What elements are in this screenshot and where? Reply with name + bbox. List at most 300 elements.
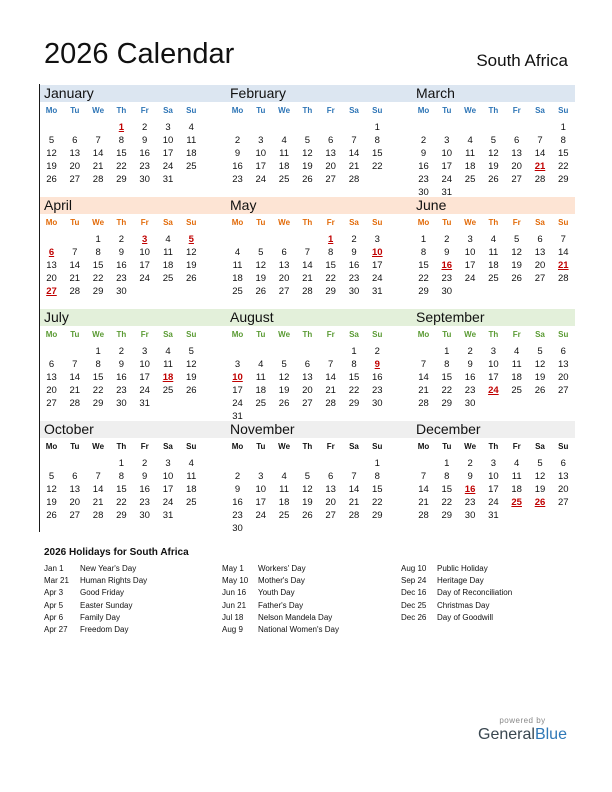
day-cell: 12 [186, 358, 197, 370]
day-cell: 1 [374, 458, 380, 469]
month-block [226, 196, 404, 308]
day-cell: 3 [374, 234, 380, 245]
weekday-label: We [464, 330, 477, 339]
day-cell: 23 [464, 496, 476, 508]
day-cell: 26 [488, 173, 499, 185]
day-cell: 9 [467, 470, 473, 482]
day-cell: 2 [234, 470, 241, 482]
day-cell: 11 [511, 470, 522, 482]
day-cell: 2 [420, 134, 427, 146]
weekday-label: Tu [442, 442, 452, 451]
holiday-date: Mar 21 [44, 576, 69, 586]
day-cell: 27 [69, 509, 81, 521]
day-cell: 14 [418, 371, 429, 383]
day-cell: 1 [560, 122, 566, 133]
holiday-day-cell: 5 [188, 234, 194, 245]
day-cell: 13 [46, 371, 57, 383]
day-cell: 6 [72, 134, 78, 146]
day-cell: 26 [534, 384, 546, 396]
month-block [40, 420, 218, 532]
weekday-label: Su [372, 330, 383, 339]
weekday-label: Tu [442, 106, 452, 115]
day-cell: 15 [372, 147, 383, 159]
day-cell: 4 [514, 458, 520, 469]
day-cell: 19 [302, 160, 313, 172]
holiday-day-cell: 24 [488, 384, 499, 396]
weekday-label: Fr [512, 330, 521, 339]
holiday-name: Day of Reconciliation [437, 588, 513, 598]
day-cell: 24 [255, 509, 267, 521]
month-block [412, 84, 590, 196]
day-cell: 7 [420, 470, 427, 482]
month-name: May [230, 197, 257, 213]
weekday-label: Tu [70, 442, 80, 451]
day-cell: 30 [372, 397, 383, 409]
brand-name [475, 726, 570, 744]
day-cell: 27 [534, 272, 546, 284]
day-cell: 18 [162, 259, 174, 271]
holiday-date: May 1 [222, 564, 244, 573]
weekday-label: Su [558, 218, 569, 227]
weekday-label: Fr [512, 218, 521, 227]
day-cell: 8 [95, 246, 101, 258]
day-cell: 1 [95, 234, 101, 245]
day-cell: 4 [258, 358, 264, 370]
calendar-quarter [39, 308, 575, 420]
weekday-label: We [92, 330, 105, 339]
day-cell: 12 [302, 483, 313, 495]
day-cell: 31 [372, 285, 383, 297]
day-cell: 9 [420, 147, 427, 159]
day-cell: 27 [511, 173, 522, 185]
holiday-date: Apr 6 [44, 612, 64, 622]
day-cell: 8 [328, 246, 334, 258]
day-cell: 11 [465, 147, 476, 159]
month-block [412, 308, 590, 420]
holiday-name: Family Day [80, 612, 121, 622]
day-cell: 24 [162, 160, 174, 172]
holiday-day-cell: 1 [118, 122, 125, 133]
weekday-label: Mo [45, 442, 58, 451]
holiday-date: May 10 [222, 576, 249, 586]
day-cell: 10 [441, 147, 453, 159]
day-cell: 1 [374, 122, 380, 133]
day-cell: 31 [139, 397, 150, 409]
weekday-label: Sa [163, 106, 173, 115]
holiday-date: Jan 1 [44, 564, 64, 573]
month-block [412, 420, 590, 532]
day-cell: 13 [278, 259, 290, 271]
weekday-label: Th [302, 330, 313, 339]
day-cell: 14 [534, 147, 546, 159]
weekday-label: Tu [256, 330, 266, 339]
weekday-label: Su [558, 442, 569, 451]
day-cell: 22 [325, 272, 336, 284]
day-cell: 26 [278, 397, 290, 409]
day-cell: 4 [234, 246, 241, 258]
day-cell: 28 [69, 397, 81, 409]
day-cell: 8 [95, 358, 101, 370]
day-cell: 21 [69, 272, 81, 284]
day-cell: 21 [348, 496, 360, 508]
holiday-day-cell: 10 [372, 246, 383, 258]
day-cell: 22 [418, 272, 429, 284]
month-name: August [230, 309, 274, 325]
day-cell: 28 [92, 509, 104, 521]
day-cell: 10 [162, 470, 174, 482]
weekday-label: Mo [417, 442, 430, 451]
holiday-day-cell: 9 [374, 358, 380, 370]
day-cell: 29 [116, 173, 127, 185]
day-cell: 7 [560, 234, 566, 245]
weekday-label: We [464, 218, 477, 227]
month-block [412, 196, 590, 308]
holiday-date: Jul 18 [222, 612, 244, 622]
day-cell: 18 [488, 259, 499, 271]
day-cell: 21 [348, 160, 360, 172]
weekday-label: We [278, 330, 291, 339]
day-cell: 7 [95, 134, 101, 146]
day-cell: 12 [511, 246, 522, 258]
day-cell: 9 [351, 246, 357, 258]
day-cell: 31 [488, 509, 499, 521]
holiday-day-cell: 3 [142, 234, 148, 245]
day-cell: 3 [165, 122, 171, 133]
holiday-date: Jun 21 [222, 600, 247, 610]
weekday-label: Sa [535, 442, 545, 451]
day-cell: 25 [278, 173, 290, 185]
day-cell: 16 [372, 371, 383, 383]
month-name: October [44, 421, 94, 437]
day-cell: 18 [278, 160, 290, 172]
weekday-label: Th [302, 218, 313, 227]
holiday-list [44, 547, 584, 634]
holiday-date: Apr 27 [44, 624, 68, 634]
weekday-label: We [92, 218, 105, 227]
day-cell: 4 [165, 234, 171, 245]
day-cell: 13 [325, 147, 336, 159]
day-cell: 30 [464, 509, 476, 521]
day-cell: 25 [162, 272, 174, 284]
day-cell: 2 [118, 234, 125, 245]
day-cell: 13 [69, 147, 81, 159]
weekday-label: Fr [140, 218, 149, 227]
day-cell: 19 [511, 259, 522, 271]
day-cell: 10 [139, 358, 150, 370]
day-cell: 25 [464, 173, 476, 185]
weekday-label: We [278, 442, 291, 451]
day-cell: 10 [488, 470, 499, 482]
weekday-label: Tu [70, 330, 80, 339]
holiday-day-cell: 27 [46, 285, 57, 297]
day-cell: 4 [281, 470, 287, 482]
holiday-date: Dec 25 [401, 600, 427, 610]
day-cell: 7 [351, 470, 357, 482]
holiday-name: Easter Sunday [80, 600, 133, 610]
day-cell: 26 [186, 272, 197, 284]
holiday-day-cell: 16 [464, 483, 476, 495]
day-cell: 17 [488, 371, 499, 383]
day-cell: 22 [441, 384, 453, 396]
day-cell: 9 [118, 246, 125, 258]
holiday-name: Day of Goodwill [437, 612, 494, 622]
day-cell: 28 [69, 285, 81, 297]
day-cell: 5 [48, 134, 55, 146]
day-cell: 12 [278, 371, 290, 383]
day-cell: 29 [558, 173, 569, 185]
day-cell: 6 [48, 358, 55, 370]
weekday-label: Mo [45, 106, 58, 115]
weekday-label: Tu [256, 218, 266, 227]
day-cell: 21 [418, 384, 429, 396]
weekday-label: Su [558, 106, 569, 115]
day-cell: 21 [69, 384, 81, 396]
brand-blue: Blue [534, 726, 567, 743]
weekday-label: Th [488, 330, 499, 339]
holiday-day-cell: 26 [534, 496, 546, 508]
holiday-date: Apr 3 [44, 588, 64, 598]
holiday-name: Human Rights Day [80, 576, 148, 586]
weekday-label: Th [116, 442, 127, 451]
holiday-name: Good Friday [80, 588, 125, 598]
day-cell: 7 [420, 358, 427, 370]
day-cell: 9 [118, 358, 125, 370]
day-cell: 13 [46, 259, 57, 271]
day-cell: 21 [92, 496, 104, 508]
day-cell: 16 [232, 160, 243, 172]
day-cell: 6 [328, 134, 334, 146]
day-cell: 11 [279, 147, 290, 159]
day-cell: 19 [534, 483, 546, 495]
weekday-label: Tu [442, 218, 452, 227]
day-cell: 27 [69, 173, 81, 185]
day-cell: 29 [92, 285, 104, 297]
day-cell: 28 [348, 509, 360, 521]
weekday-label: Tu [70, 218, 80, 227]
weekday-label: We [464, 106, 477, 115]
day-cell: 2 [351, 234, 357, 245]
day-cell: 21 [92, 160, 104, 172]
day-cell: 17 [372, 259, 383, 271]
day-cell: 24 [139, 384, 150, 396]
day-cell: 27 [278, 285, 290, 297]
day-cell: 6 [281, 246, 287, 258]
day-cell: 23 [232, 509, 243, 521]
month-block [226, 84, 404, 196]
holiday-day-cell: 6 [48, 246, 55, 258]
day-cell: 17 [441, 160, 453, 172]
day-cell: 31 [162, 509, 174, 521]
day-cell: 14 [348, 483, 360, 495]
day-cell: 29 [372, 509, 383, 521]
day-cell: 2 [234, 134, 241, 146]
weekday-label: Mo [417, 106, 430, 115]
day-cell: 8 [118, 134, 125, 146]
day-cell: 3 [444, 134, 450, 146]
day-cell: 29 [116, 509, 127, 521]
day-cell: 26 [46, 509, 57, 521]
day-cell: 30 [418, 186, 429, 198]
holiday-name: Youth Day [258, 588, 295, 598]
day-cell: 23 [372, 384, 383, 396]
day-cell: 19 [255, 272, 267, 284]
month-block [226, 420, 404, 532]
generalblue-logo [475, 716, 570, 744]
weekday-label: Mo [231, 106, 244, 115]
day-cell: 5 [304, 134, 311, 146]
day-cell: 10 [464, 246, 476, 258]
day-cell: 5 [537, 458, 543, 469]
weekday-label: Su [372, 442, 383, 451]
day-cell: 14 [69, 259, 81, 271]
day-cell: 9 [234, 483, 241, 495]
day-cell: 12 [534, 470, 546, 482]
day-cell: 17 [139, 371, 150, 383]
day-cell: 6 [328, 470, 334, 482]
day-cell: 27 [302, 397, 313, 409]
day-cell: 25 [186, 496, 197, 508]
weekday-label: Fr [140, 330, 149, 339]
day-cell: 9 [142, 134, 148, 146]
weekday-label: Fr [512, 106, 521, 115]
weekday-label: Sa [349, 442, 359, 451]
day-cell: 8 [374, 134, 380, 146]
day-cell: 17 [232, 384, 243, 396]
weekday-label: Tu [256, 106, 266, 115]
day-cell: 31 [441, 186, 453, 198]
day-cell: 14 [325, 371, 336, 383]
weekday-label: Th [488, 442, 499, 451]
day-cell: 2 [467, 346, 473, 357]
day-cell: 19 [46, 496, 57, 508]
day-cell: 12 [302, 147, 313, 159]
weekday-label: Tu [256, 442, 266, 451]
day-cell: 18 [278, 496, 290, 508]
day-cell: 4 [165, 346, 171, 357]
day-cell: 2 [118, 346, 125, 357]
holiday-name: Freedom Day [80, 624, 129, 634]
weekday-label: Th [302, 106, 313, 115]
day-cell: 11 [186, 470, 197, 482]
day-cell: 11 [279, 483, 290, 495]
powered-by-text: powered by [499, 716, 546, 725]
day-cell: 23 [441, 272, 453, 284]
month-block [226, 308, 404, 420]
day-cell: 28 [558, 272, 569, 284]
day-cell: 1 [444, 458, 450, 469]
holiday-date: Sep 24 [401, 576, 427, 586]
day-cell: 17 [255, 160, 267, 172]
weekday-label: Tu [70, 106, 80, 115]
day-cell: 24 [441, 173, 453, 185]
weekday-label: Mo [417, 330, 430, 339]
day-cell: 15 [441, 371, 453, 383]
day-cell: 1 [420, 234, 427, 245]
day-cell: 5 [48, 470, 55, 482]
day-cell: 11 [163, 246, 173, 258]
day-cell: 28 [418, 397, 429, 409]
day-cell: 15 [372, 483, 383, 495]
day-cell: 11 [163, 358, 173, 370]
day-cell: 6 [72, 470, 78, 482]
day-cell: 13 [302, 371, 313, 383]
day-cell: 1 [351, 346, 357, 357]
day-cell: 10 [488, 358, 499, 370]
day-cell: 12 [46, 483, 57, 495]
weekday-label: Mo [45, 218, 58, 227]
day-cell: 24 [255, 173, 267, 185]
day-cell: 26 [255, 285, 267, 297]
day-cell: 8 [560, 134, 566, 146]
day-cell: 7 [304, 246, 311, 258]
day-cell: 28 [302, 285, 313, 297]
holiday-name: New Year's Day [80, 564, 137, 573]
day-cell: 12 [488, 147, 499, 159]
day-cell: 12 [46, 147, 57, 159]
weekday-label: Sa [163, 330, 173, 339]
day-cell: 20 [69, 496, 81, 508]
day-cell: 20 [511, 160, 522, 172]
day-cell: 14 [92, 147, 104, 159]
day-cell: 30 [232, 522, 243, 534]
day-cell: 10 [255, 147, 267, 159]
day-cell: 22 [92, 272, 104, 284]
weekday-label: Fr [326, 442, 335, 451]
holiday-date: Jun 16 [222, 588, 247, 598]
weekday-label: Sa [535, 218, 545, 227]
month-name: April [44, 197, 73, 213]
day-cell: 31 [162, 173, 174, 185]
day-cell: 9 [234, 147, 241, 159]
day-cell: 22 [372, 160, 383, 172]
day-cell: 29 [325, 285, 336, 297]
day-cell: 27 [558, 496, 569, 508]
day-cell: 25 [162, 384, 174, 396]
day-cell: 7 [328, 358, 334, 370]
day-cell: 28 [348, 173, 360, 185]
day-cell: 6 [560, 346, 566, 357]
month-name: January [44, 85, 94, 101]
day-cell: 21 [325, 384, 336, 396]
weekday-label: We [92, 106, 105, 115]
weekday-label: Mo [231, 218, 244, 227]
brand-general: General [478, 726, 535, 743]
day-cell: 3 [490, 346, 497, 357]
day-cell: 18 [255, 384, 267, 396]
calendar-quarter [39, 420, 575, 532]
holiday-name: Nelson Mandela Day [258, 612, 333, 622]
holiday-name: Mother's Day [258, 576, 305, 586]
day-cell: 15 [441, 483, 453, 495]
day-cell: 20 [558, 371, 569, 383]
calendar-grid [39, 84, 575, 532]
weekday-label: Sa [535, 106, 545, 115]
day-cell: 3 [258, 134, 264, 146]
day-cell: 27 [325, 509, 336, 521]
weekday-label: Sa [163, 218, 173, 227]
day-cell: 29 [441, 509, 453, 521]
day-cell: 3 [142, 346, 148, 357]
day-cell: 20 [69, 160, 81, 172]
month-name: September [416, 309, 485, 325]
day-cell: 19 [186, 259, 197, 271]
day-cell: 15 [116, 483, 127, 495]
day-cell: 8 [444, 358, 450, 370]
weekday-label: Su [186, 442, 197, 451]
day-cell: 22 [348, 384, 360, 396]
day-cell: 18 [186, 147, 197, 159]
day-cell: 1 [118, 458, 125, 469]
